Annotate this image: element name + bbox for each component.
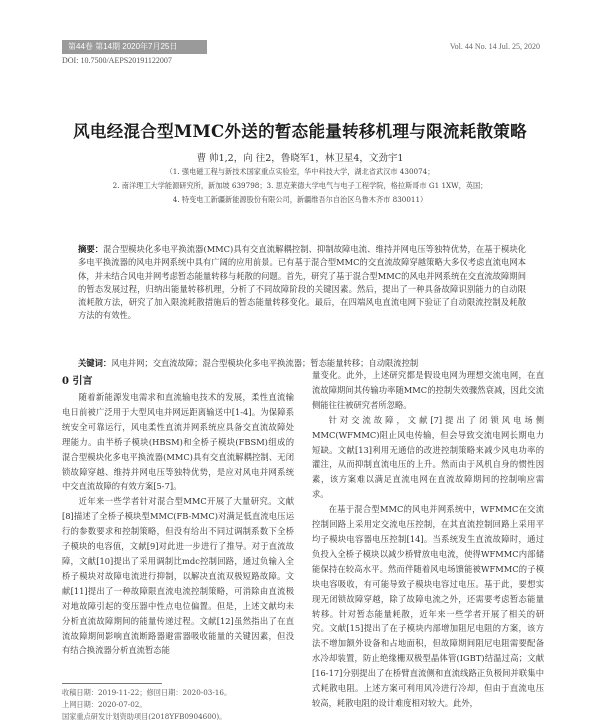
affiliation-1: （1. 强电磁工程与新技术国家重点实验室，华中科技大学，湖北省武汉市 430074； — [165, 167, 435, 176]
footnote-divider — [62, 683, 162, 684]
right-paragraph-3: 在基于混合型MMC的风电并网系统中，WFMMC在交流控制回路上采用定交流电压控制，在其直流控制回路上采用平均子模块电容器电压控制[14]。当系统发生直流故障时，通过负投入全桥子模块以减少桥臂放电电流，使得WFMMC内部储能保持在较高水平。然而伴随着风电场馈能被WFMMC的子模块电容吸收，有可能导致子模块电容过电压。基于此，要想实现无闭锁故障穿越，除了故障电流之外，还需要考虑暂态能量转移。针对暂态能量耗散，近年来一些学者开展了相关的研究。文献[15]提出了在子模块内部增加阻尼电阻的方案，该方法不增加额外设备和占地面积，但故障期间阻尼电阻需要配备水冷却装置，防止绝缘栅双极型晶体管(IGBT)结温过高；文献[16-17]分别提出了在桥臂直流侧和直流线路正负极间并联集中式耗散电阻。上述方案可利用风冷进行冷却，但由于直流电压较高，耗散电阻的设计难度相对较大。此外， — [312, 504, 544, 708]
abstract-label: 摘要： — [78, 244, 104, 254]
footnote-funding: 国家重点研发计划资助项目(2018YFB0904600)。 — [62, 712, 227, 721]
left-paragraph-2: 近年来一些学者针对混合型MMC开展了大量研究。文献[8]描述了全桥子模块型MMC(FB-MMC)对满足低直流电压运行的参数要求和控制策略，但没有给出不同过调制系数下全桥子模块的电容值，文献[9]对此进一步进行了推导。对于直流故障，文献[10]提出了采用调制比mdc控制回路，通过负输入全桥子模块对故障电流进行抑制，以解决直流双极短路故障。文献[11]提出了一种故障限直流电流控制策略，可消除由直流极对地故障引起的变压器中性点电位偏置。但是，上述文献均未分析直流故障期间的能量传递过程。文献[12]虽然指出了在直流故障期间影响直流断路器避雷器吸收能量的关键因素，但没有结合换流器分析直流暂态能 — [62, 496, 294, 656]
keywords-text: 风电并网；交直流故障；混合型模块化多电平换流器；暂态能量转移；自动限流控制 — [111, 358, 419, 368]
right-paragraph-1: 量变化。此外，上述研究都是假设电网为理想交流电网，在直流故障期间其传输功率随MMC的控制失效骤然衰减，因此交流侧能往往被研究者所忽略。 — [312, 370, 544, 410]
abstract-text: 混合型模块化多电平换流器(MMC)具有交直流解耦控制、抑制故障电流、维持并网电压等独特优势，在基于模块化多电平换流器的风电并网系统中具有广阔的应用前景。已有基于混合型MMC的交直流故障穿越策略大多仅考虑直流电网本体，并未结合风电并网考虑暂态能量转移与耗散的问题。首先，研究了基于混合型MMC的风电并网系统在交直流故障期间的暂态发展过程，归纳出能量转移机理，分析了不同故障阶段的关键因素。然后，提出了一种具备故障识别能力的自动限流耗散方法，研究了加入限流耗散措施后的暂态能量转移变化。最后，在四端风电直流电网下验证了自动限流控制及耗散方法的有效性。 — [78, 244, 526, 321]
doi: DOI: 10.7500/AEPS20191122007 — [62, 56, 172, 65]
left-column — [62, 390, 294, 658]
footnote-received: 收稿日期：2019-11-22；修回日期：2020-03-16。 — [62, 688, 232, 697]
issue-text: 第44卷 第14期 2020年7月25日 — [68, 42, 178, 51]
footnote-online: 上网日期：2020-07-02。 — [62, 700, 147, 709]
affiliation-2: 2. 南洋理工大学能源研究所，新加坡 639798；3. 思克莱德大学电气与电子工程学院，格拉斯哥市 G1 1XW，英国； — [112, 181, 488, 190]
right-column — [312, 368, 544, 711]
keywords-label: 关键词： — [78, 358, 112, 368]
issue-banner — [62, 40, 207, 54]
section-heading: 0 引言 — [62, 376, 93, 387]
authors: 曹 帅1,2，向 往2，鲁晓军1，林卫星4，文劲宇1 — [196, 153, 404, 164]
affiliation-3: 4. 特变电工新疆新能源股份有限公司，新疆维吾尔自治区乌鲁木齐市 830011） — [172, 195, 428, 204]
right-paragraph-2: 针对交流故障，文献[7]提出了闭锁风电场侧MMC(WFMMC)阻止风电传输，但会导致交流电网长期电力短缺。文献[13]利用无通信的改进控制策略来减少风电功率的灌注，从而抑制直流电压的上升。然而由于风机自身的惯性因素，该方案难以满足直流电网在直流故障期间的控制响应需求。 — [312, 414, 544, 500]
abstract — [78, 243, 526, 323]
paper-title: 风电经混合型MMC外送的暂态能量转移机理与限流耗散策略 — [73, 122, 527, 141]
issue-english: Vol. 44 No. 14 Jul. 25, 2020 — [449, 42, 540, 51]
left-paragraph-1: 随着新能源发电需求和直流输电技术的发展，柔性直流输电日前被广泛用于大型风电并网远距离输送中[1-4]。为保障系统安全可靠运行，风电柔性直流并网系统应具备交直流故障处理能力。由半桥子模块(HBSM)和全桥子模块(FBSM)组成的混合型模块化多电平换流器(MMC)具有交直流解耦控制、无闭锁故障穿越、维持并网电压等独特优势，是应对风电并网系统中交直流故障的有效方案[5-7]。 — [62, 392, 294, 492]
